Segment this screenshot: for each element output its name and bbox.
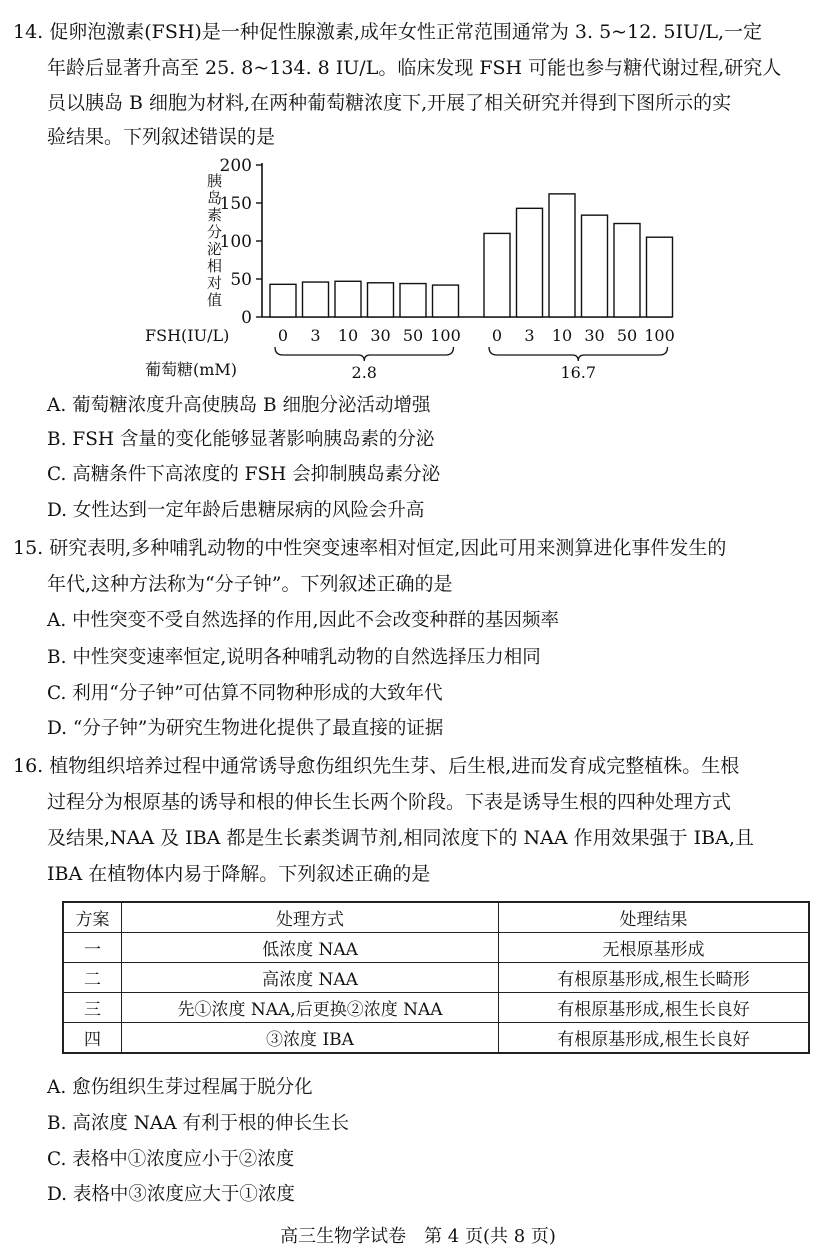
bar — [270, 284, 296, 317]
table-cell-result: 有根原基形成,根生长良好 — [499, 993, 810, 1023]
bar — [303, 282, 329, 317]
table-row — [63, 993, 809, 1023]
x-tick-label: 50 — [402, 326, 424, 345]
table-cell-treatment: 先①浓度 NAA,后更换②浓度 NAA — [122, 993, 499, 1023]
q14-line-3: 员以胰岛 B 细胞为材料,在两种葡萄糖浓度下,开展了相关研究并得到下图所示的实 — [47, 92, 732, 114]
table-cell-result: 有根原基形成,根生长良好 — [499, 1023, 810, 1054]
table-row — [63, 933, 809, 963]
table-cell-treatment: 低浓度 NAA — [122, 933, 499, 963]
table-cell-scheme: 二 — [63, 963, 122, 993]
bar — [400, 284, 426, 317]
q15-line-2: 年代,这种方法称为“分子钟”。下列叙述正确的是 — [47, 573, 453, 595]
bar — [484, 233, 510, 317]
x-tick-label: 100 — [644, 326, 675, 345]
table-cell-result: 有根原基形成,根生长畸形 — [499, 963, 810, 993]
q16-option-c[interactable]: C. 表格中①浓度应小于②浓度 — [47, 1149, 295, 1170]
q14-option-b[interactable]: B. FSH 含量的变化能够显著影响胰岛素的分泌 — [47, 429, 435, 450]
q14-line-4: 验结果。下列叙述错误的是 — [47, 126, 276, 148]
y-tick-label: 100 — [219, 232, 252, 252]
bar — [549, 194, 575, 317]
bar — [614, 224, 640, 317]
table-cell-scheme: 四 — [63, 1023, 122, 1054]
q15-line-1: 15. 研究表明,多种哺乳动物的中性突变速率相对恒定,因此可用来测算进化事件发生的 — [13, 537, 727, 559]
header-scheme: 方案 — [63, 902, 122, 933]
table-cell-result: 无根原基形成 — [499, 933, 810, 963]
table-cell-treatment: ③浓度 IBA — [122, 1023, 499, 1054]
bar — [335, 281, 361, 317]
q16-line-2: 过程分为根原基的诱导和根的伸长生长两个阶段。下表是诱导生根的四种处理方式 — [47, 791, 732, 813]
x-axis-label-glucose: 葡萄糖(mM) — [145, 360, 238, 379]
q15-option-b[interactable]: B. 中性突变速率恒定,说明各种哺乳动物的自然选择压力相同 — [47, 647, 541, 668]
table-cell-scheme: 一 — [63, 933, 122, 963]
x-tick-label: 3 — [524, 326, 535, 345]
table-cell-treatment: 高浓度 NAA — [122, 963, 499, 993]
y-tick-label: 150 — [219, 194, 252, 214]
q15-option-d[interactable]: D. “分子钟”为研究生物进化提供了最直接的证据 — [47, 718, 444, 739]
q15-option-c[interactable]: C. 利用“分子钟”可估算不同物种形成的大致年代 — [47, 683, 443, 704]
q15-option-a[interactable]: A. 中性突变不受自然选择的作用,因此不会改变种群的基因频率 — [47, 610, 560, 631]
x-tick-label: 30 — [584, 326, 605, 345]
x-tick-label: 0 — [491, 326, 503, 345]
q16-line-3: 及结果,NAA 及 IBA 都是生长素类调节剂,相同浓度下的 NAA 作用效果强于 IBA,且 — [47, 827, 754, 849]
bar — [433, 285, 459, 317]
table-cell-scheme: 三 — [63, 993, 122, 1023]
bar — [368, 283, 394, 317]
q16-option-b[interactable]: B. 高浓度 NAA 有利于根的伸长生长 — [47, 1113, 350, 1134]
bar — [582, 215, 608, 317]
y-tick-label: 50 — [230, 270, 252, 290]
x-tick-label: 10 — [551, 326, 573, 345]
x-tick-label: 3 — [310, 326, 321, 345]
bar — [517, 208, 543, 317]
group-label: 2.8 — [351, 363, 377, 382]
x-tick-label: 10 — [337, 326, 359, 345]
x-tick-label: 30 — [370, 326, 391, 345]
x-tick-label: 0 — [277, 326, 289, 345]
q14-line-1: 14. 促卵泡激素(FSH)是一种促性腺激素,成年女性正常范围通常为 3. 5~12. 5IU/L,一定 — [13, 21, 763, 43]
q14-option-c[interactable]: C. 高糖条件下高浓度的 FSH 会抑制胰岛素分泌 — [47, 464, 441, 485]
table-row — [63, 1023, 809, 1054]
q16-option-d[interactable]: D. 表格中③浓度应大于①浓度 — [47, 1184, 295, 1205]
treatment-table — [62, 901, 810, 1054]
y-axis-label: 胰岛素分泌相对值 — [205, 173, 223, 309]
q16-option-a[interactable]: A. 愈伤组织生芽过程属于脱分化 — [47, 1077, 313, 1098]
group-brace — [489, 347, 668, 361]
table-header-row — [63, 902, 809, 933]
header-result: 处理结果 — [499, 902, 810, 933]
q14-line-2: 年龄后显著升高至 25. 8~134. 8 IU/L。临床发现 FSH 可能也参与糖代谢过程,研究人 — [47, 57, 782, 79]
q16-line-4: IBA 在植物体内易于降解。下列叙述正确的是 — [47, 863, 431, 885]
x-tick-label: 50 — [616, 326, 638, 345]
q14-option-d[interactable]: D. 女性达到一定年龄后患糖尿病的风险会升高 — [47, 500, 425, 521]
group-label: 16.7 — [560, 363, 597, 382]
x-axis-label-fsh: FSH(IU/L) — [145, 326, 230, 345]
x-tick-label: 100 — [430, 326, 461, 345]
page-footer: 高三生物学试卷 第 4 页(共 8 页) — [280, 1226, 556, 1247]
q14-option-a[interactable]: A. 葡萄糖浓度升高使胰岛 B 细胞分泌活动增强 — [47, 395, 431, 416]
insulin-bar-chart — [0, 153, 836, 388]
table-row — [63, 963, 809, 993]
header-treatment: 处理方式 — [122, 902, 499, 933]
bar — [647, 237, 673, 317]
y-tick-label: 0 — [241, 308, 252, 328]
q16-line-1: 16. 植物组织培养过程中通常诱导愈伤组织先生芽、后生根,进而发育成完整植株。生根 — [13, 755, 740, 777]
y-tick-label: 200 — [219, 156, 252, 176]
group-brace — [275, 347, 454, 361]
